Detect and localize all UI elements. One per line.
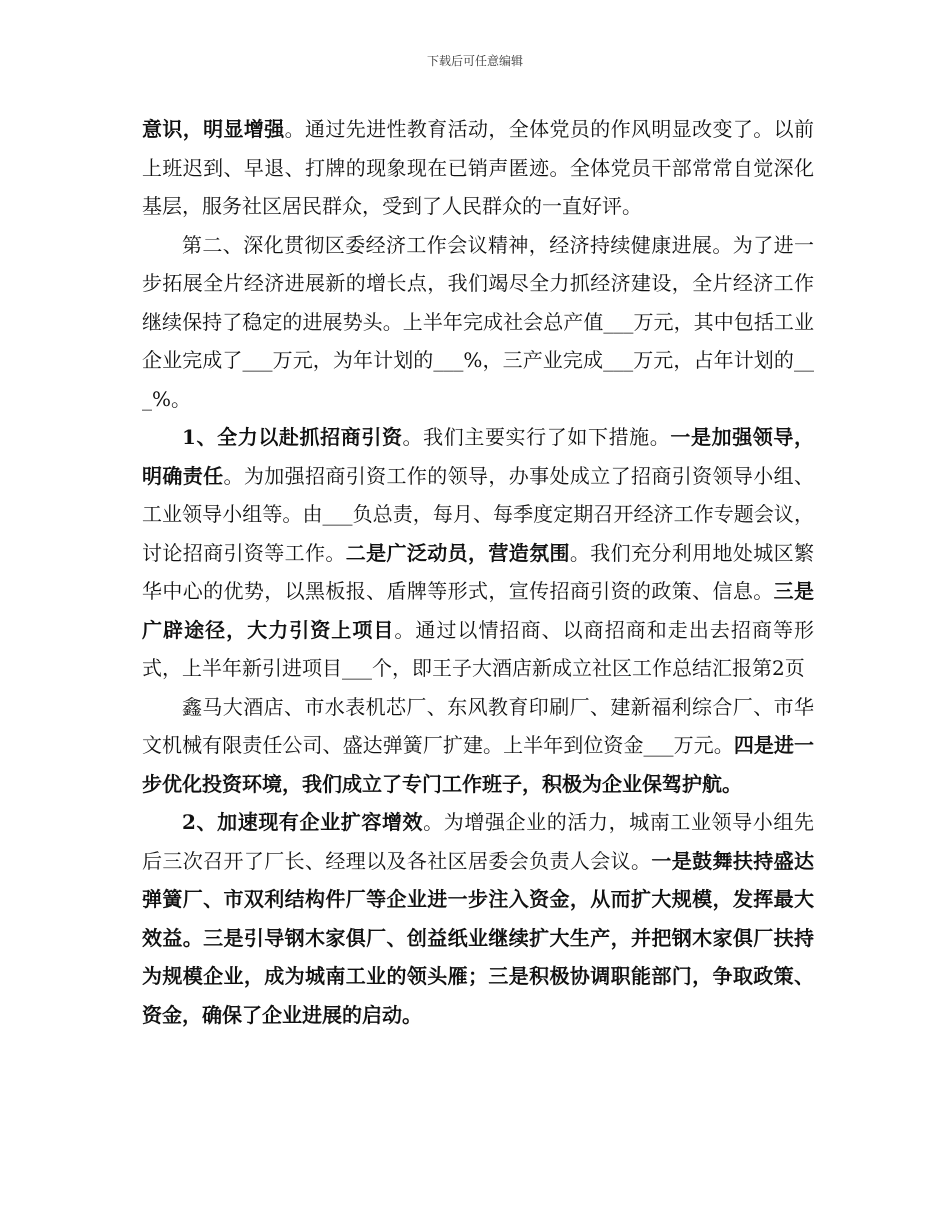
text-run: 。通过先进性教育活动，全体党员的作风明显改变了。以前上班迟到、早退、打牌的现象现在已销声匿迹。全体党员干部常常自觉深化基层，服务社区居民群众，受到了人民群众的一直好评。: [142, 117, 814, 218]
text-run: 。我们主要实行了如下措施。: [402, 425, 671, 449]
text-run-bold: 二是广泛动员，营造氛围: [345, 540, 570, 565]
text-run-bold: 2、加速现有企业扩容增效: [182, 810, 424, 834]
paragraph: [142, 226, 814, 419]
text-run-bold: 一是鼓舞扶持盛达弹簧厂、市双利结构件厂等企业进一步注入资金，从而扩大规模，发挥最大效益。三是引导钢木家俱厂、创益纸业继续扩大生产，并把钢木家俱厂扶持为规模企业，成为城南工业的领头雁；三是积极协调职能部门，争取政策、资金，确保了企业进展的启动。: [142, 848, 814, 1027]
document-body: [142, 110, 814, 1034]
paragraph: [142, 803, 814, 1034]
text-run: 鑫马大酒店、市水表机芯厂、东风教育印刷厂、建新福利综合厂、市华文机械有限责任公司、盛达弹簧厂扩建。上半年到位资金___万元。: [142, 694, 814, 757]
text-run: 。通过以情招商、以商招商和走出去招商等形式，上半年新引进项目___个，即王子大酒店新成立社区工作总结汇报第2页: [142, 617, 815, 680]
paragraph: [142, 110, 814, 226]
text-run: 。我们充分利用地处城区繁华中心的优势，以黑板报、盾牌等形式，宣传招商引资的政策、信息。: [142, 540, 814, 603]
text-run: 第二、深化贯彻区委经济工作会议精神，经济持续健康进展。为了进一步拓展全片经济进展新的增长点，我们竭尽全力抓经济建设，全片经济工作继续保持了稳定的进展势头。上半年完成社会总产值___万元，其中包括工业企业完成了___万元，为年计划的___%，三产业完成___万元，占年计划的___%。: [142, 232, 814, 411]
paragraph: [142, 418, 814, 688]
text-run-bold: 四是进一步优化投资环境，我们成立了专门工作班子，积极为企业保驾护航。: [142, 733, 814, 796]
text-run-bold: 一是加强领导，明确责任: [142, 425, 815, 488]
text-run: 。为加强招商引资工作的领导，办事处成立了招商引资领导小组、工业领导小组等。由___负总责，每月、每季度定期召开经济工作专题会议，讨论招商引资等工作。: [142, 463, 814, 565]
paragraph: [142, 688, 814, 804]
text-run-bold: 三是广辟途径，大力引资上项目: [142, 579, 814, 642]
text-run: 。为增强企业的活力，城南工业领导小组先后三次召开了厂长、经理以及各社区居委会负责人会议。: [142, 810, 815, 873]
page-header: 下载后可任意编辑: [426, 54, 523, 68]
text-run-bold: 1、全力以赴抓招商引资: [182, 425, 403, 449]
text-run-bold: 意识，明显增强: [142, 117, 285, 141]
